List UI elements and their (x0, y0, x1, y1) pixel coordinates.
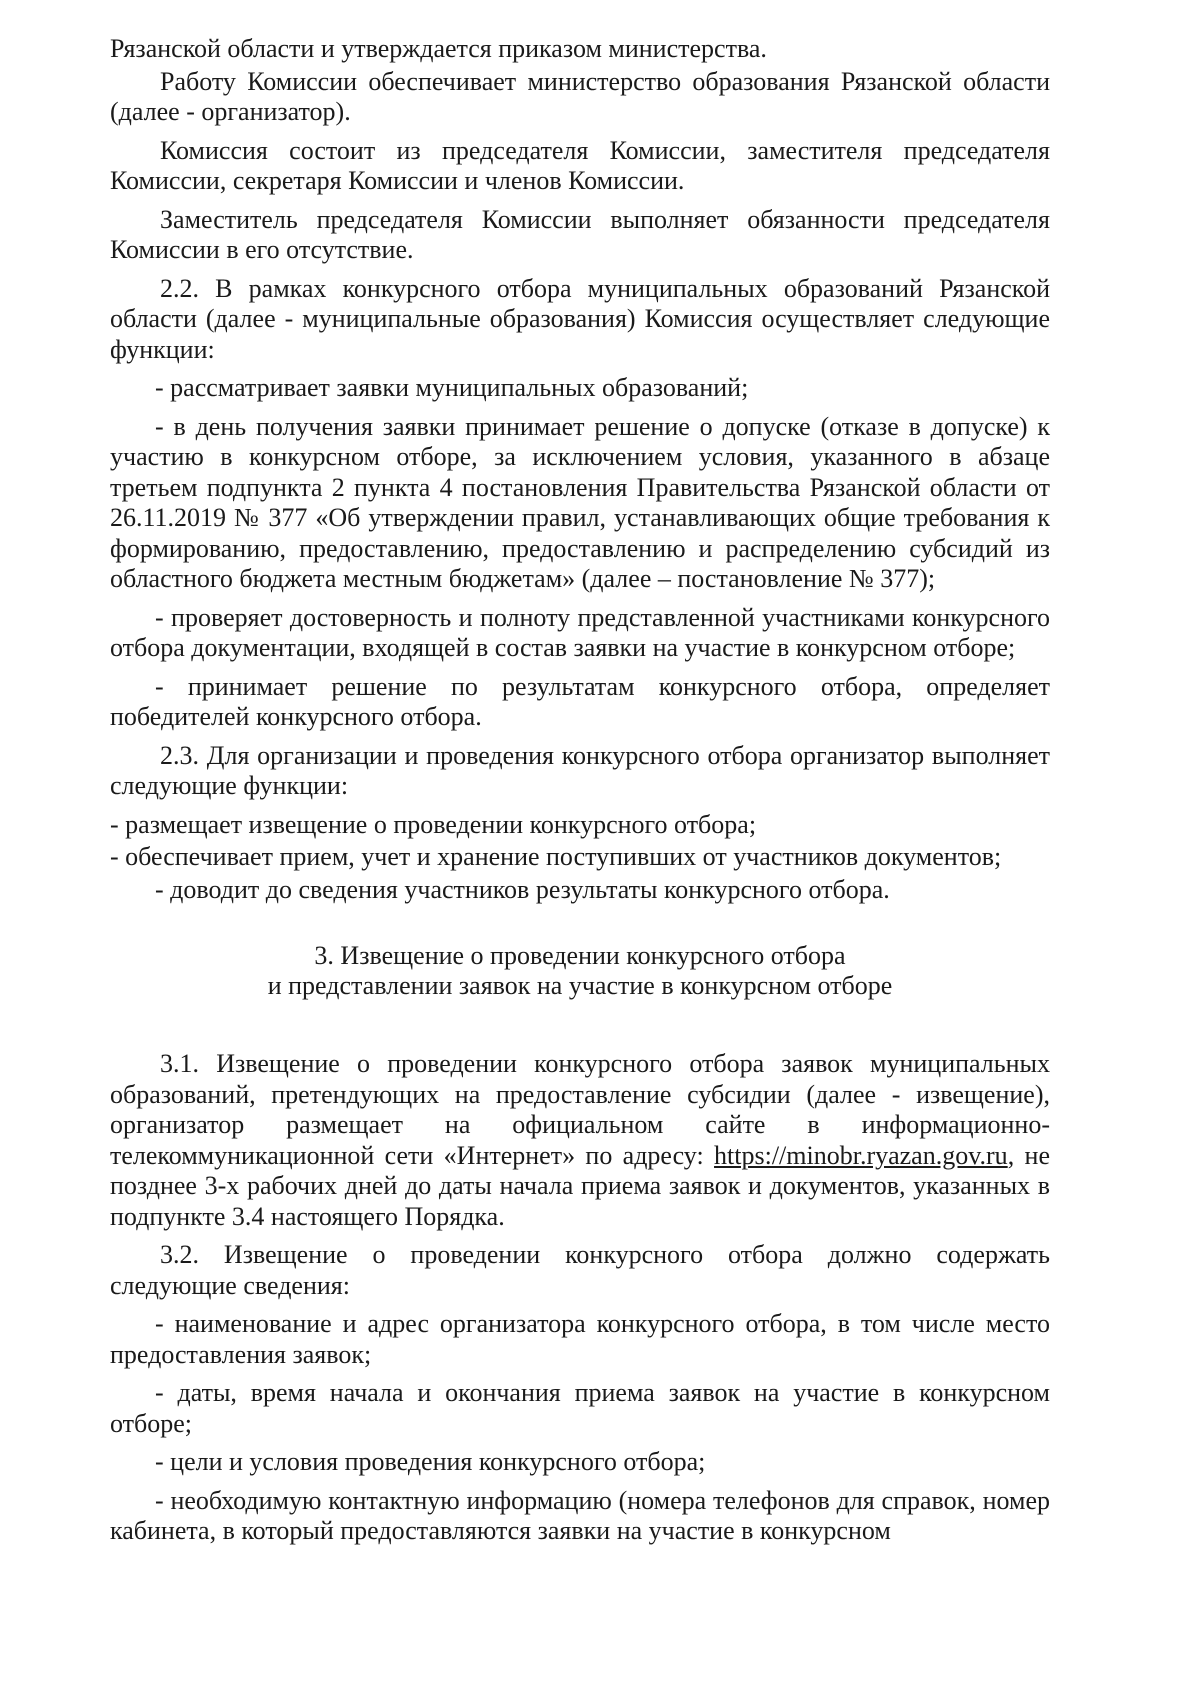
list-item: - рассматривает заявки муниципальных образований; (155, 373, 749, 402)
paragraph-2-3: 2.3. Для организации и проведения конкурсного отбора организатор выполняет следующие функции: (110, 740, 1050, 800)
list-item: - проверяет достоверность и полноту представленной участниками конкурсного отбора документации, входящей в состав заявки на участие в конкурсном отборе; (110, 602, 1050, 662)
paragraph-3-1-text-start: 3.1. Извещение о проведении конкурсного отбора заявок муниципальных образований, претендующих на предоставление субсидии (далее - извещение), организатор размещает на официальном сайте в информационно-телекоммуникационной сети «Интернет» по адресу: (110, 1049, 1050, 1170)
list-item: - размещает извещение о проведении конкурсного отбора; (110, 809, 757, 839)
list-item: - необходимую контактную информацию (номера телефонов для справок, номер кабинета, в который предоставляются заявки на участие в конкурсном (110, 1485, 1050, 1545)
list-item: - обеспечивает прием, учет и хранение поступивших от участников документов; (110, 842, 1002, 871)
list-item: - цели и условия проведения конкурсного отбора; (155, 1447, 706, 1476)
paragraph: Рязанской области и утверждается приказом министерства. (110, 34, 767, 63)
website-link[interactable]: https://minobr.ryazan.gov.ru (714, 1140, 1008, 1170)
list-item: - даты, время начала и окончания приема заявок на участие в конкурсном отборе; (110, 1378, 1050, 1438)
list-item: - принимает решение по результатам конкурсного отбора, определяет победителей конкурсного отбора. (110, 671, 1050, 731)
list-item: - доводит до сведения участников результаты конкурсного отбора. (155, 874, 890, 904)
section-heading-line-2: и представлении заявок на участие в конкурсном отборе (267, 971, 893, 1000)
paragraph: Заместитель председателя Комиссии выполняет обязанности председателя Комиссии в его отсутствие. (110, 204, 1050, 264)
section-heading (110, 941, 1050, 1001)
section-heading-line-1: 3. Извещение о проведении конкурсного отбора (314, 941, 846, 970)
paragraph-3-2: 3.2. Извещение о проведении конкурсного отбора должно содержать следующие сведения: (110, 1240, 1050, 1300)
document-body (110, 34, 1050, 1555)
paragraph: Комиссия состоит из председателя Комиссии, заместителя председателя Комиссии, секретаря Комиссии и членов Комиссии. (110, 135, 1050, 195)
paragraph-3-1 (110, 1049, 1050, 1232)
list-item: - наименование и адрес организатора конкурсного отбора, в том числе место предоставления заявок; (110, 1309, 1050, 1369)
paragraph-2-2: 2.2. В рамках конкурсного отбора муниципальных образований Рязанской области (далее - муниципальные образования) Комиссия осуществляет следующие функции: (110, 273, 1050, 364)
paragraph-3-1-text-end: , не позднее 3-х рабочих дней до даты начала приема заявок и документов, указанных в подпункте 3.4 настоящего Порядка. (110, 1140, 1050, 1231)
list-item: - в день получения заявки принимает решение о допуске (отказе в допуске) к участию в конкурсном отборе, за исключением условия, указанного в абзаце третьем подпункта 2 пункта 4 постановления Правительства Рязанской области от 26.11.2019 № 377 «Об утверждении правил, устанавливающих общие требования к формированию, предоставлению, предоставлению и распределению субсидий из областного бюджета местным бюджетам» (далее – постановление № 377); (110, 411, 1050, 593)
paragraph: Работу Комиссии обеспечивает министерство образования Рязанской области (далее - организатор). (110, 66, 1050, 126)
